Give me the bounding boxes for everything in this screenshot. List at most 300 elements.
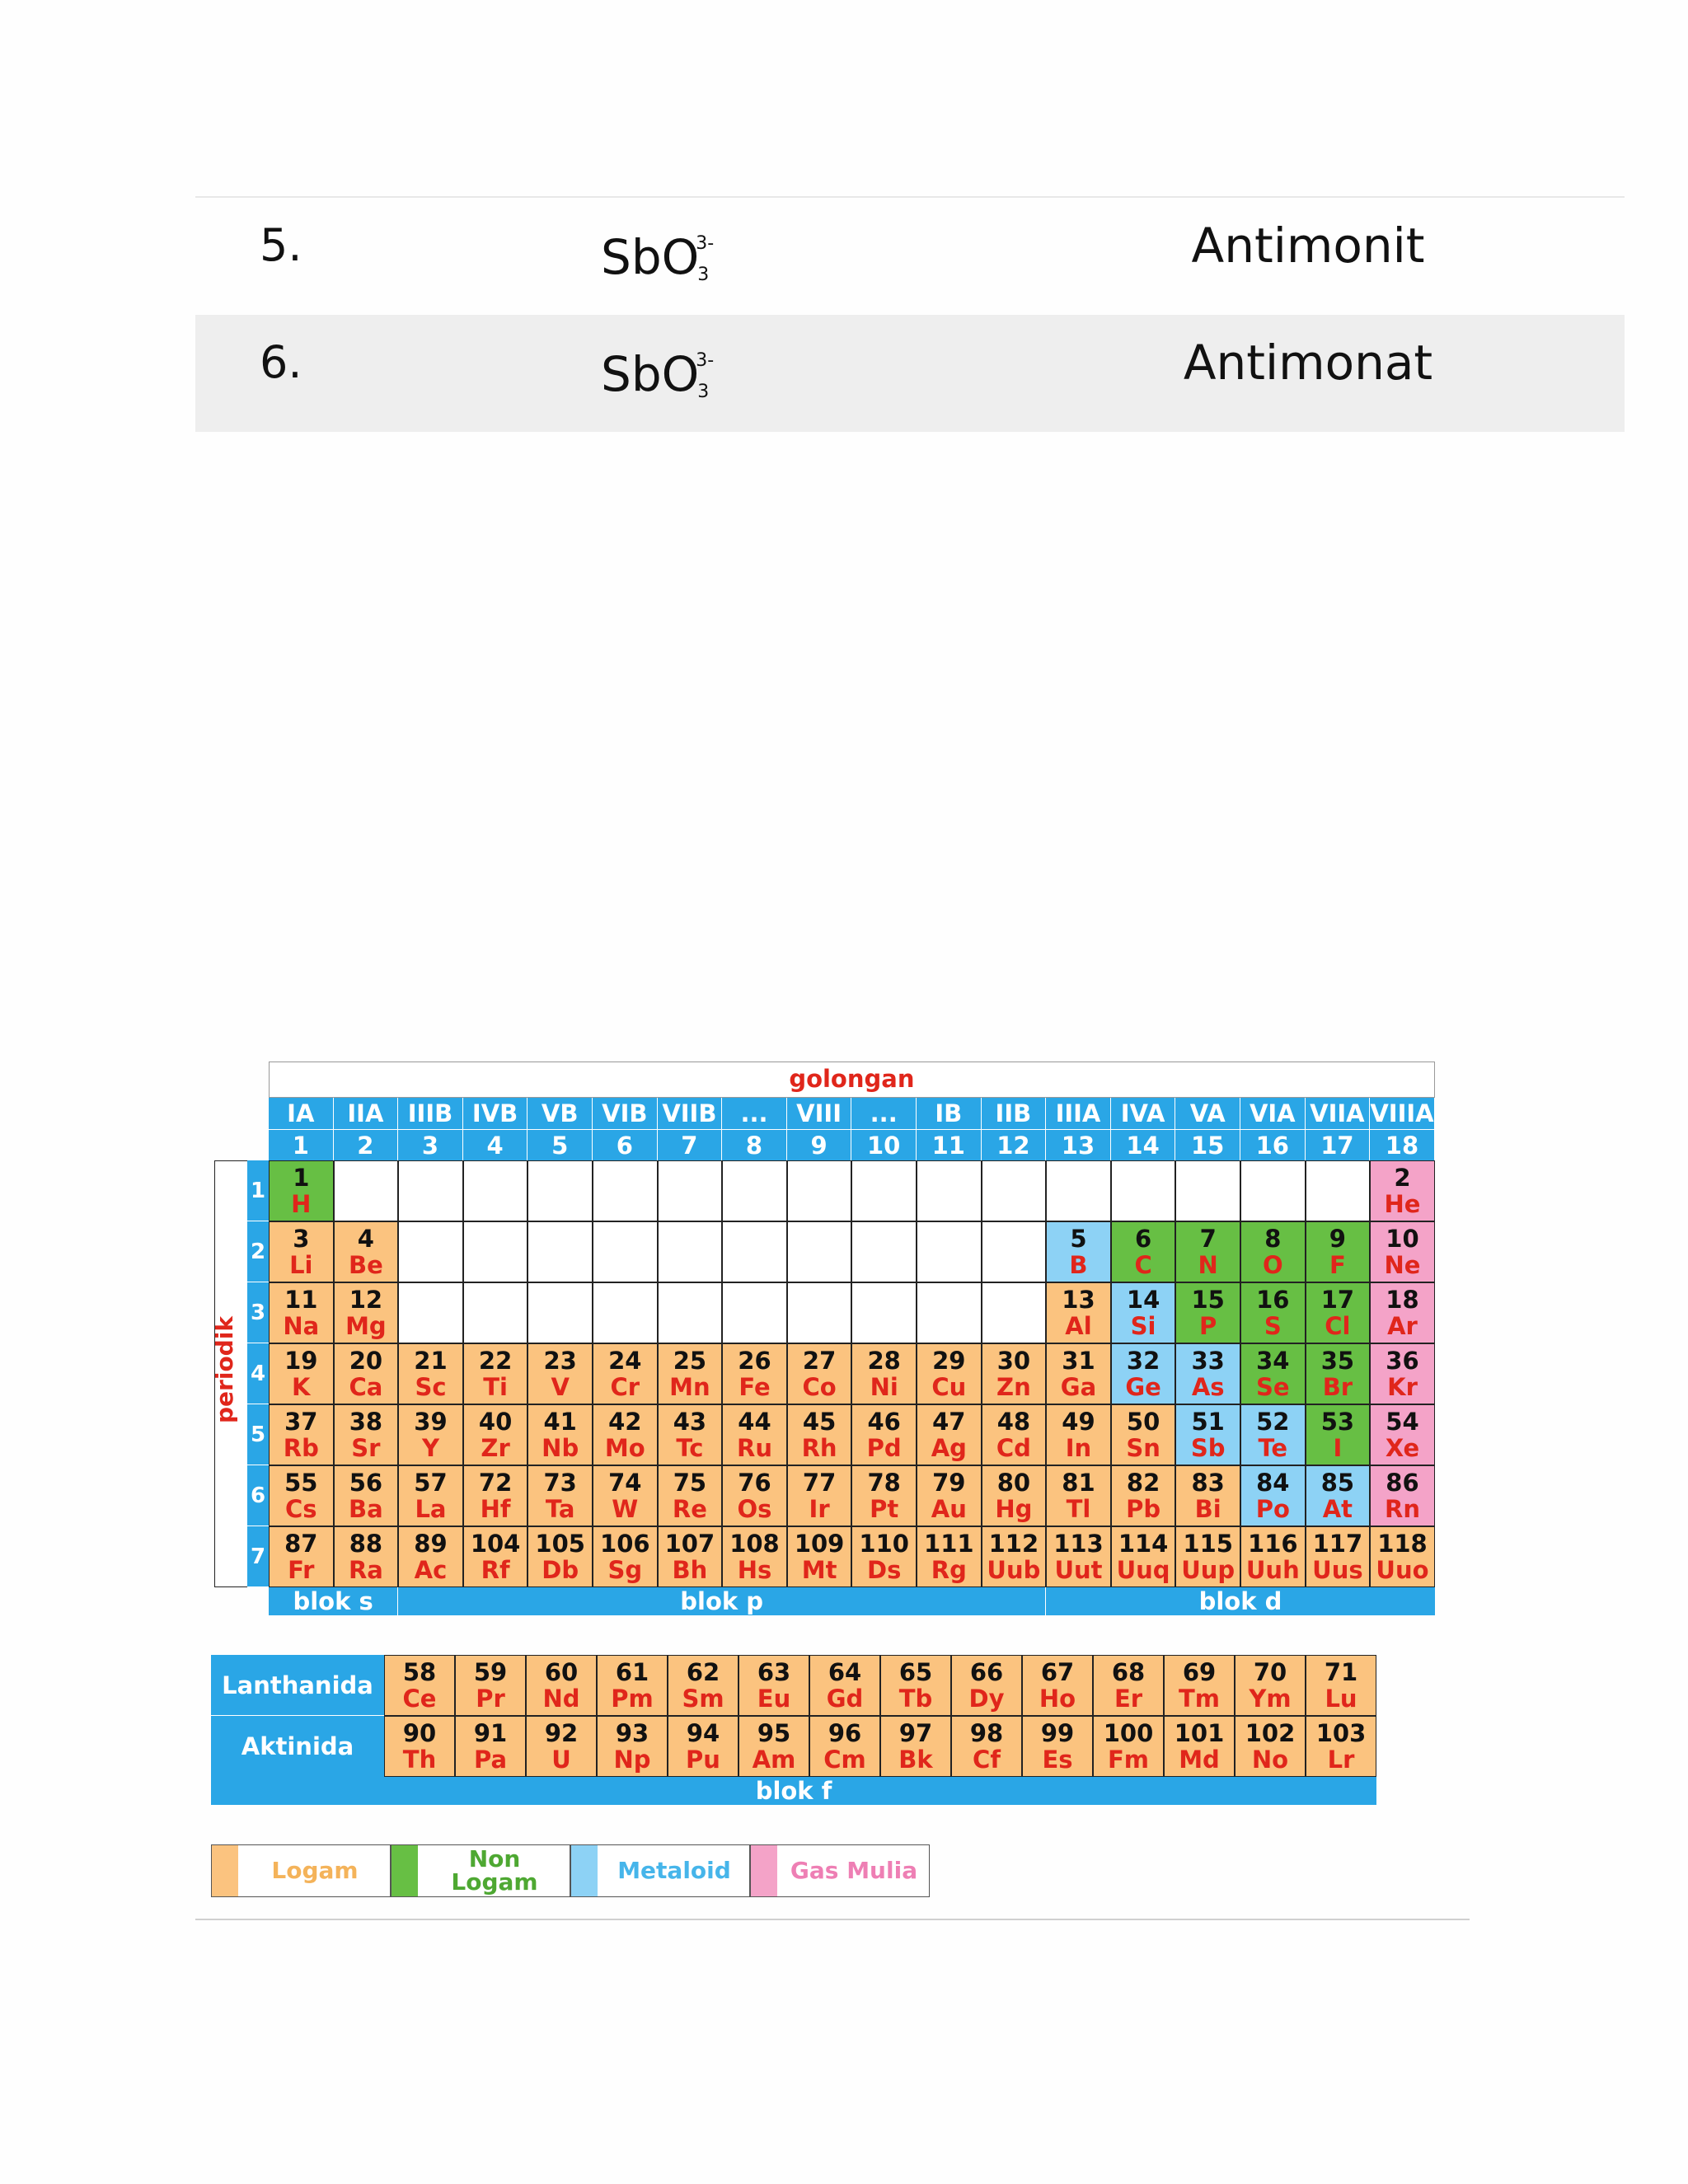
element-cell (334, 1526, 399, 1587)
atomic-number: 39 (414, 1408, 448, 1436)
element-symbol: Rn (1384, 1495, 1420, 1523)
atomic-number: 3 (293, 1225, 310, 1253)
element-symbol: Ym (1249, 1685, 1292, 1713)
atomic-number: 79 (932, 1469, 966, 1497)
element-cell (1370, 1160, 1435, 1221)
element-cell (722, 1526, 787, 1587)
atomic-number: 18 (1386, 1286, 1419, 1314)
element-cell (1306, 1465, 1371, 1526)
periodic-table (211, 1062, 1451, 1910)
element-cell (1164, 1716, 1235, 1777)
atomic-number: 97 (898, 1719, 933, 1747)
empty-cell (787, 1160, 852, 1221)
atomic-number: 96 (828, 1719, 862, 1747)
atomic-number: 17 (1320, 1286, 1355, 1314)
element-cell (1111, 1465, 1176, 1526)
group-label-number: 9 (787, 1129, 852, 1160)
element-symbol: Y (421, 1434, 439, 1462)
atomic-number: 23 (543, 1347, 577, 1375)
element-symbol: Pb (1126, 1495, 1161, 1523)
empty-cell (1111, 1160, 1176, 1221)
atomic-number: 117 (1312, 1530, 1363, 1558)
group-label-number: 2 (334, 1129, 399, 1160)
element-cell (658, 1404, 723, 1465)
group-label-number: 17 (1306, 1129, 1371, 1160)
atomic-number: 83 (1191, 1469, 1225, 1497)
atomic-number: 99 (1040, 1719, 1075, 1747)
element-cell (1306, 1526, 1371, 1587)
element-symbol: Ho (1039, 1685, 1076, 1713)
atomic-number: 54 (1386, 1408, 1419, 1436)
period-label: periodik (211, 1316, 238, 1423)
atomic-number: 90 (402, 1719, 437, 1747)
element-symbol: Na (283, 1312, 320, 1340)
element-cell (1111, 1404, 1176, 1465)
element-cell (334, 1404, 399, 1465)
element-symbol: Cr (610, 1373, 640, 1401)
element-symbol: O (1262, 1251, 1283, 1279)
element-cell (917, 1404, 982, 1465)
element-cell (1370, 1404, 1435, 1465)
element-symbol: Uup (1181, 1556, 1236, 1584)
atomic-number: 106 (600, 1530, 650, 1558)
element-symbol: Uuo (1376, 1556, 1429, 1584)
element-symbol: Ba (349, 1495, 383, 1523)
element-cell (455, 1655, 526, 1716)
atomic-number: 67 (1040, 1658, 1075, 1686)
empty-cell (1046, 1160, 1111, 1221)
element-cell (851, 1343, 917, 1404)
element-symbol: Ne (1384, 1251, 1421, 1279)
element-cell (1370, 1343, 1435, 1404)
element-cell (384, 1655, 455, 1716)
element-cell (809, 1716, 880, 1777)
empty-cell (593, 1221, 658, 1282)
series-label: Aktinida (211, 1716, 384, 1777)
element-symbol: H (291, 1190, 312, 1218)
element-symbol: Pt (870, 1495, 899, 1523)
group-label-roman: VIIIA (1370, 1099, 1434, 1127)
group-label-number: 16 (1240, 1129, 1306, 1160)
atomic-number: 27 (802, 1347, 837, 1375)
element-cell (1306, 1655, 1376, 1716)
atomic-number: 38 (349, 1408, 383, 1436)
atomic-number: 76 (738, 1469, 771, 1497)
atomic-number: 9 (1329, 1225, 1346, 1253)
element-cell (455, 1716, 526, 1777)
legend-item (391, 1844, 570, 1897)
element-cell (809, 1655, 880, 1716)
element-symbol: P (1199, 1312, 1217, 1340)
atomic-number: 118 (1377, 1530, 1428, 1558)
element-symbol: Fm (1107, 1746, 1150, 1774)
element-cell (851, 1404, 917, 1465)
element-symbol: Np (613, 1746, 651, 1774)
element-symbol: Mt (801, 1556, 837, 1584)
element-cell (722, 1465, 787, 1526)
block-label: blok f (211, 1777, 1376, 1805)
block-label: blok d (1046, 1587, 1435, 1615)
empty-cell (917, 1282, 982, 1343)
element-symbol: S (1264, 1312, 1282, 1340)
element-cell (593, 1465, 658, 1526)
element-symbol: La (415, 1495, 447, 1523)
element-cell (851, 1465, 917, 1526)
element-cell (526, 1716, 597, 1777)
element-cell (398, 1526, 463, 1587)
element-cell (269, 1526, 334, 1587)
element-symbol: Ac (414, 1556, 448, 1584)
group-label-number: 13 (1046, 1129, 1111, 1160)
group-label-number: 1 (269, 1129, 334, 1160)
element-cell (1240, 1526, 1306, 1587)
element-symbol: Db (542, 1556, 579, 1584)
element-symbol: Uuq (1116, 1556, 1170, 1584)
atomic-number: 107 (664, 1530, 715, 1558)
atomic-number: 15 (1191, 1286, 1225, 1314)
atomic-number: 5 (1070, 1225, 1087, 1253)
group-label-roman: IIIA (1046, 1098, 1111, 1129)
element-symbol: Cf (973, 1746, 1001, 1774)
formula-base: SbO (601, 229, 700, 285)
element-symbol: Rb (283, 1434, 319, 1462)
element-symbol: Zr (481, 1434, 510, 1462)
group-label-roman: IIA (334, 1098, 399, 1129)
group-label-roman: ... (851, 1098, 917, 1129)
element-cell (1235, 1716, 1306, 1777)
element-symbol: Pr (476, 1685, 505, 1713)
element-cell (463, 1526, 528, 1587)
group-label-number: 15 (1175, 1129, 1240, 1160)
element-symbol: K (292, 1373, 311, 1401)
group-label-roman: IIIB (398, 1098, 463, 1129)
atomic-number: 71 (1324, 1658, 1358, 1686)
empty-cell (593, 1282, 658, 1343)
period-number: 7 (247, 1526, 269, 1587)
atomic-number: 84 (1256, 1469, 1290, 1497)
empty-cell (982, 1282, 1047, 1343)
atomic-number: 47 (932, 1408, 966, 1436)
element-cell (269, 1465, 334, 1526)
element-cell (1240, 1404, 1306, 1465)
group-label-roman: VIIB (658, 1098, 723, 1129)
element-symbol: Mo (604, 1434, 645, 1462)
element-symbol: Xe (1385, 1434, 1420, 1462)
element-symbol: Cd (996, 1434, 1031, 1462)
atomic-number: 114 (1118, 1530, 1169, 1558)
element-symbol: He (1384, 1190, 1421, 1218)
element-cell (528, 1526, 593, 1587)
element-symbol: Cm (823, 1746, 866, 1774)
atomic-number: 61 (615, 1658, 649, 1686)
period-number: 1 (247, 1160, 269, 1221)
element-cell (668, 1655, 738, 1716)
element-cell (1111, 1221, 1176, 1282)
atomic-number: 1 (293, 1164, 310, 1192)
element-symbol: Li (289, 1251, 313, 1279)
atomic-number: 22 (478, 1347, 513, 1375)
atomic-number: 111 (924, 1530, 974, 1558)
group-label-roman: IB (917, 1098, 982, 1129)
empty-cell (398, 1221, 463, 1282)
element-symbol: Fr (288, 1556, 315, 1584)
element-symbol: Ta (545, 1495, 575, 1523)
element-symbol: Co (802, 1373, 837, 1401)
element-symbol: Bi (1194, 1495, 1221, 1523)
empty-cell (722, 1221, 787, 1282)
atomic-number: 58 (402, 1658, 437, 1686)
element-cell (951, 1716, 1022, 1777)
element-symbol: Hf (480, 1495, 511, 1523)
element-symbol: Hg (995, 1495, 1033, 1523)
period-number: 4 (247, 1343, 269, 1404)
element-symbol: Ag (931, 1434, 967, 1462)
element-cell (738, 1655, 809, 1716)
empty-cell (982, 1160, 1047, 1221)
element-cell (1175, 1221, 1240, 1282)
element-symbol: Lr (1327, 1746, 1355, 1774)
element-symbol: N (1198, 1251, 1218, 1279)
element-cell (982, 1465, 1047, 1526)
empty-cell (593, 1160, 658, 1221)
element-symbol: Te (1258, 1434, 1288, 1462)
atomic-number: 48 (996, 1408, 1031, 1436)
group-label-number: 11 (917, 1129, 982, 1160)
element-symbol: U (551, 1746, 571, 1774)
atomic-number: 92 (544, 1719, 579, 1747)
atomic-number: 73 (543, 1469, 577, 1497)
atomic-number: 52 (1256, 1408, 1290, 1436)
empty-cell (1306, 1160, 1371, 1221)
element-cell (269, 1282, 334, 1343)
atomic-number: 95 (757, 1719, 791, 1747)
element-symbol: Rf (481, 1556, 510, 1584)
element-symbol: Tb (898, 1685, 933, 1713)
atomic-number: 36 (1386, 1347, 1419, 1375)
element-cell (1046, 1221, 1111, 1282)
atomic-number: 62 (686, 1658, 720, 1686)
element-symbol: Am (752, 1746, 796, 1774)
atomic-number: 93 (615, 1719, 649, 1747)
group-label-roman: IA (269, 1098, 334, 1129)
empty-cell (722, 1282, 787, 1343)
empty-cell (658, 1221, 723, 1282)
element-cell (528, 1465, 593, 1526)
element-symbol: V (551, 1373, 570, 1401)
atomic-number: 72 (478, 1469, 513, 1497)
atomic-number: 30 (996, 1347, 1031, 1375)
element-symbol: Pa (473, 1746, 508, 1774)
element-cell (982, 1404, 1047, 1465)
atomic-number: 42 (608, 1408, 642, 1436)
atomic-number: 65 (898, 1658, 933, 1686)
element-cell (1175, 1343, 1240, 1404)
atomic-number: 112 (988, 1530, 1039, 1558)
atomic-number: 60 (544, 1658, 579, 1686)
element-cell (1370, 1465, 1435, 1526)
atomic-number: 49 (1062, 1408, 1095, 1436)
atomic-number: 19 (284, 1347, 318, 1375)
empty-cell (787, 1221, 852, 1282)
element-cell (880, 1716, 951, 1777)
element-symbol: Ir (809, 1495, 830, 1523)
atomic-number: 110 (859, 1530, 909, 1558)
atomic-number: 108 (729, 1530, 780, 1558)
element-symbol: Uub (987, 1556, 1041, 1584)
atomic-number: 16 (1256, 1286, 1290, 1314)
element-cell (1240, 1282, 1306, 1343)
atomic-number: 82 (1126, 1469, 1160, 1497)
legend-label: Gas Mulia (790, 1857, 918, 1884)
element-symbol: Uus (1312, 1556, 1363, 1584)
element-symbol: Hs (737, 1556, 772, 1584)
atomic-number: 88 (349, 1530, 383, 1558)
atomic-number: 28 (867, 1347, 901, 1375)
element-symbol: Fe (738, 1373, 771, 1401)
atomic-number: 43 (673, 1408, 707, 1436)
legend-item (211, 1844, 391, 1897)
row-number: 6. (260, 336, 302, 388)
element-cell (528, 1404, 593, 1465)
group-label-number: 3 (398, 1129, 463, 1160)
element-cell (269, 1404, 334, 1465)
element-cell (917, 1343, 982, 1404)
empty-cell (982, 1221, 1047, 1282)
group-label-number: 8 (722, 1129, 787, 1160)
atomic-number: 12 (349, 1286, 383, 1314)
element-cell (982, 1526, 1047, 1587)
element-symbol: Po (1255, 1495, 1290, 1523)
element-symbol: Dy (968, 1685, 1005, 1713)
atomic-number: 104 (470, 1530, 521, 1558)
atomic-number: 69 (1182, 1658, 1217, 1686)
atomic-number: 45 (802, 1408, 837, 1436)
atomic-number: 10 (1386, 1225, 1419, 1253)
element-symbol: Al (1065, 1312, 1092, 1340)
element-symbol: Br (1322, 1373, 1353, 1401)
atomic-number: 57 (414, 1469, 448, 1497)
element-symbol: At (1322, 1495, 1353, 1523)
element-cell (1306, 1404, 1371, 1465)
element-symbol: Rh (801, 1434, 837, 1462)
element-cell (851, 1526, 917, 1587)
atomic-number: 94 (686, 1719, 720, 1747)
block-label: blok s (269, 1587, 398, 1615)
element-cell (787, 1465, 852, 1526)
element-cell (1370, 1526, 1435, 1587)
atomic-number: 40 (478, 1408, 513, 1436)
atomic-number: 64 (828, 1658, 862, 1686)
element-symbol: Ni (870, 1373, 898, 1401)
element-cell (269, 1221, 334, 1282)
row-name: Antimonit (1191, 218, 1425, 274)
group-label-number: 6 (593, 1129, 658, 1160)
atomic-number: 89 (414, 1530, 448, 1558)
element-cell (334, 1221, 399, 1282)
element-cell (597, 1655, 668, 1716)
group-label-roman: IIB (982, 1098, 1047, 1129)
element-symbol: Sr (351, 1434, 381, 1462)
series-label: Lanthanida (211, 1655, 384, 1716)
element-cell (463, 1465, 528, 1526)
empty-cell (1240, 1160, 1306, 1221)
element-cell (917, 1465, 982, 1526)
element-cell (1240, 1465, 1306, 1526)
atomic-number: 80 (996, 1469, 1031, 1497)
element-cell (334, 1465, 399, 1526)
element-cell (463, 1404, 528, 1465)
atomic-number: 66 (969, 1658, 1004, 1686)
atomic-number: 56 (349, 1469, 383, 1497)
element-cell (334, 1282, 399, 1343)
atomic-number: 63 (757, 1658, 791, 1686)
atomic-number: 20 (349, 1347, 383, 1375)
atomic-number: 77 (802, 1469, 837, 1497)
atomic-number: 8 (1264, 1225, 1282, 1253)
atomic-number: 34 (1256, 1347, 1290, 1375)
element-symbol: Ga (1060, 1373, 1097, 1401)
empty-cell (851, 1221, 917, 1282)
element-cell (658, 1343, 723, 1404)
element-cell (658, 1465, 723, 1526)
atomic-number: 91 (473, 1719, 508, 1747)
element-symbol: Sm (682, 1685, 724, 1713)
element-cell (384, 1716, 455, 1777)
empty-cell (398, 1160, 463, 1221)
element-cell (668, 1716, 738, 1777)
element-symbol: Ce (402, 1685, 437, 1713)
group-label-number: 5 (528, 1129, 593, 1160)
atomic-number: 26 (738, 1347, 771, 1375)
element-cell (1306, 1282, 1371, 1343)
element-symbol: Pu (686, 1746, 720, 1774)
element-cell (1111, 1343, 1176, 1404)
element-cell (593, 1526, 658, 1587)
atomic-number: 31 (1062, 1347, 1095, 1375)
divider (195, 1919, 1470, 1920)
atomic-number: 32 (1126, 1347, 1160, 1375)
group-label-number: 18 (1370, 1129, 1435, 1160)
element-cell (1175, 1526, 1240, 1587)
element-cell (787, 1526, 852, 1587)
table-row (195, 315, 1625, 432)
empty-cell (722, 1160, 787, 1221)
atomic-number: 68 (1111, 1658, 1146, 1686)
group-label-number: 7 (658, 1129, 723, 1160)
group-label-number: 12 (982, 1129, 1047, 1160)
atomic-number: 35 (1320, 1347, 1355, 1375)
table-title: golongan (269, 1062, 1435, 1098)
element-symbol: In (1065, 1434, 1092, 1462)
group-label-roman: VIIA (1306, 1098, 1371, 1129)
element-symbol: Ge (1125, 1373, 1161, 1401)
element-cell (787, 1343, 852, 1404)
element-cell (1093, 1655, 1164, 1716)
row-formula (601, 229, 729, 285)
empty-cell (528, 1160, 593, 1221)
atomic-number: 7 (1199, 1225, 1217, 1253)
formula-subscript: 3 (697, 265, 710, 285)
row-formula (601, 346, 729, 402)
element-cell (1093, 1716, 1164, 1777)
legend-label: Metaloid (617, 1857, 731, 1884)
atomic-number: 37 (284, 1408, 318, 1436)
element-cell (593, 1343, 658, 1404)
element-symbol: Lu (1325, 1685, 1357, 1713)
element-cell (463, 1343, 528, 1404)
element-cell (398, 1404, 463, 1465)
element-cell (593, 1404, 658, 1465)
